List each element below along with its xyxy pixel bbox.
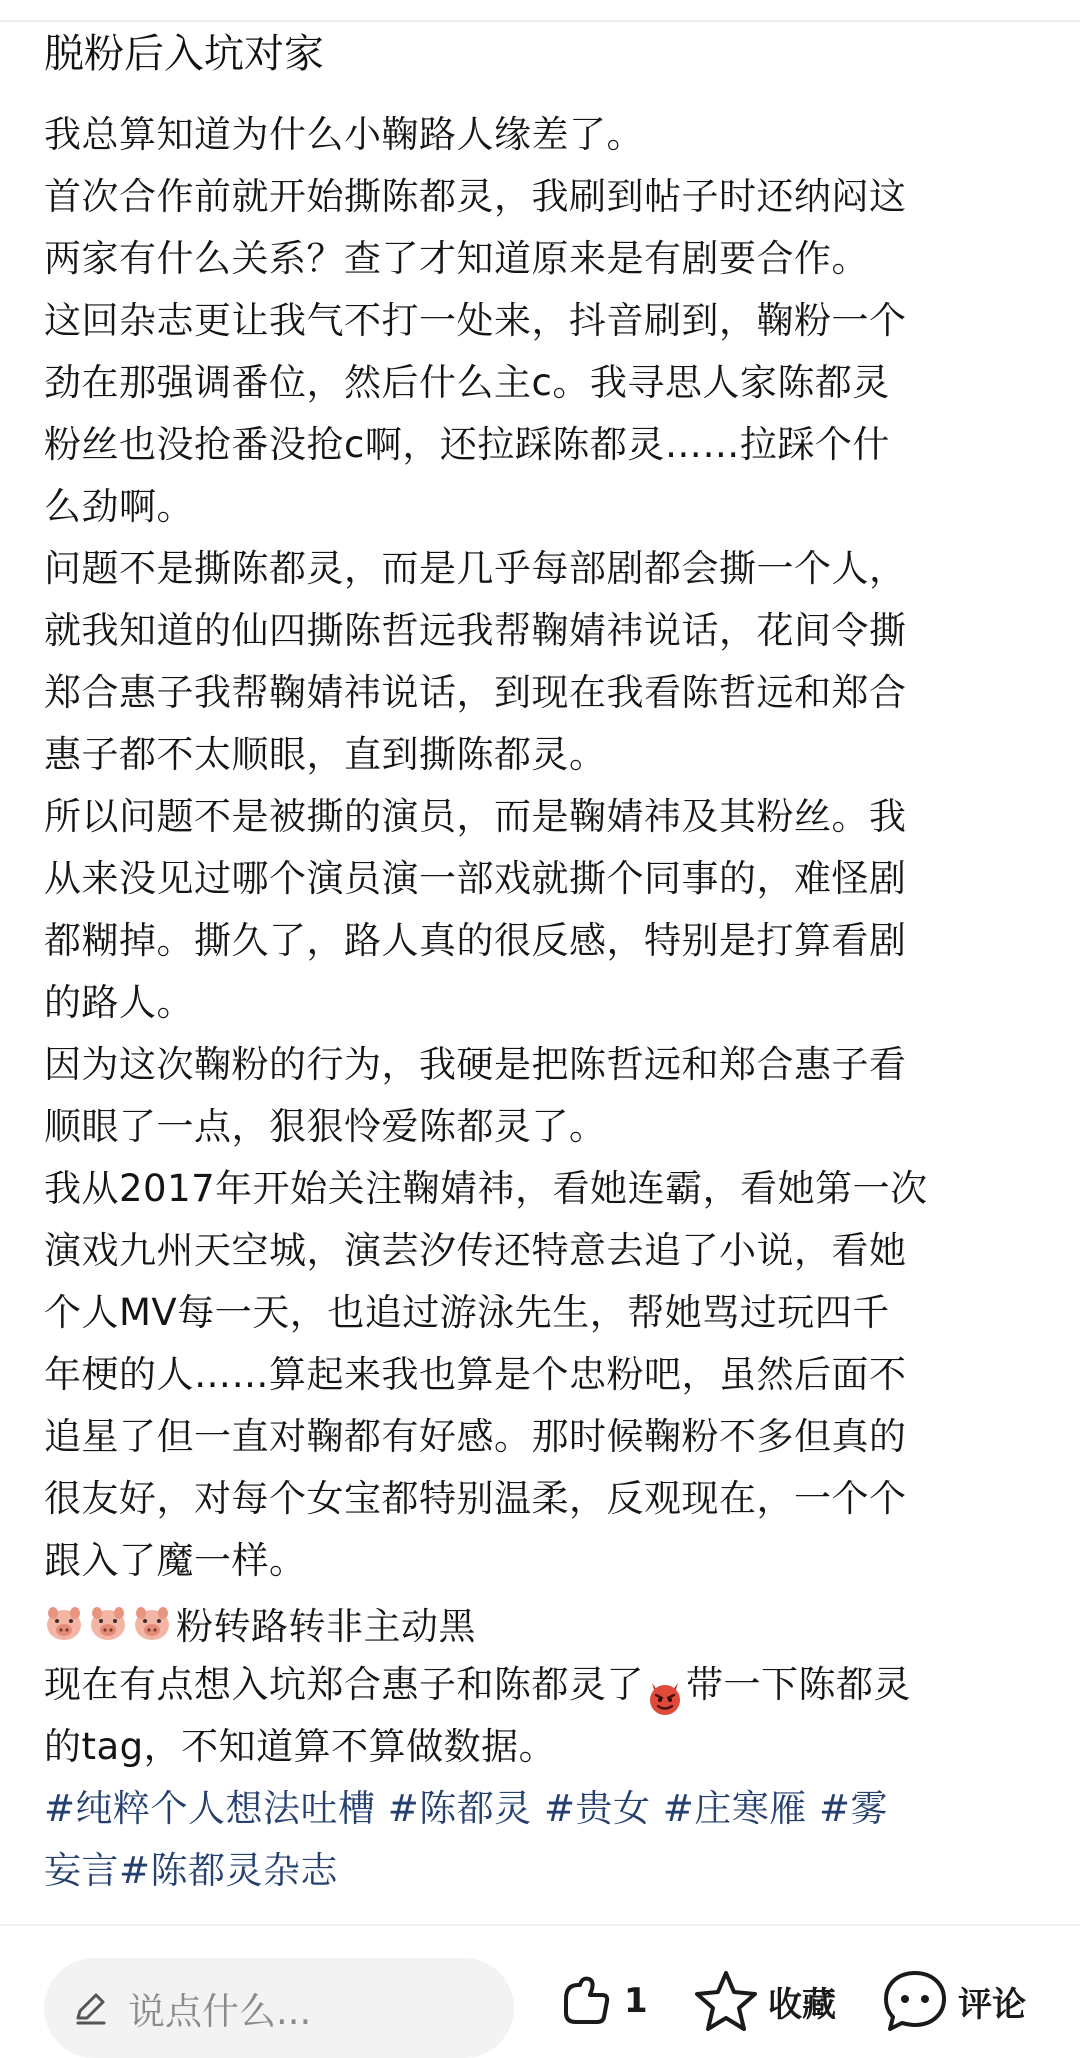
post-paragraph-line: 个人MV每一天，也追过游泳先生，帮她骂过玩四千 <box>44 1291 890 1334</box>
hashtags[interactable] <box>44 1778 1044 1902</box>
like-button[interactable] <box>556 1966 648 2036</box>
comment-bubble-icon <box>880 1967 950 2035</box>
pig-face-icon <box>44 1603 84 1643</box>
last-paragraph-line-1 <box>44 1654 1044 1716</box>
comment-label: 评论 <box>958 1984 1026 2025</box>
top-divider <box>0 20 1080 22</box>
post-paragraph-line: 郑合惠子我帮鞠婧祎说话，到现在我看陈哲远和郑合 <box>44 671 907 714</box>
post-paragraph-line: 都糊掉。撕久了，路人真的很反感，特别是打算看剧 <box>44 919 907 962</box>
post-paragraph <box>44 1158 1044 1592</box>
post-paragraph-line: 两家有什么关系？查了才知道原来是有剧要合作。 <box>44 237 869 280</box>
post-paragraph-line: 因为这次鞠粉的行为，我硬是把陈哲远和郑合惠子看 <box>44 1043 907 1086</box>
emoji-line-text: 粉转路转非主动黑 <box>176 1605 476 1648</box>
post-paragraph <box>44 786 1044 1034</box>
post-paragraph-line: 我从2017年开始关注鞠婧祎，看她连霸，看她第一次 <box>44 1167 928 1210</box>
comment-button[interactable] <box>880 1966 1026 2036</box>
post-body <box>44 104 1044 1902</box>
hashtags-line-2[interactable]: 妄言#陈都灵杂志 <box>44 1849 339 1892</box>
post-paragraph-line: 跟入了魔一样。 <box>44 1539 307 1582</box>
like-count: 1 <box>624 1981 648 2021</box>
post-paragraph-line: 所以问题不是被撕的演员，而是鞠婧祎及其粉丝。我 <box>44 795 907 838</box>
like-icon <box>556 1971 616 2031</box>
post-paragraph <box>44 290 1044 538</box>
post-paragraph-line: 劲在那强调番位，然后什么主c。我寻思人家陈都灵 <box>44 361 890 404</box>
post-paragraphs <box>44 104 1044 1592</box>
devil-face-icon <box>646 1668 684 1706</box>
last-paragraph <box>44 1654 1044 1778</box>
post-paragraph-line: 首次合作前就开始撕陈都灵，我刷到帖子时还纳闷这 <box>44 175 907 218</box>
post-paragraph-line: 很友好，对每个女宝都特别温柔，反观现在，一个个 <box>44 1477 907 1520</box>
post-paragraph-line: 我总算知道为什么小鞠路人缘差了。 <box>44 113 644 156</box>
comment-input-placeholder: 说点什么... <box>128 1990 312 2033</box>
hashtags-line-1[interactable]: #纯粹个人想法吐槽 #陈都灵 #贵女 #庄寒雁 #雾 <box>44 1787 889 1830</box>
post-paragraph <box>44 104 1044 166</box>
last-paragraph-line-2: 的tag，不知道算不算做数据。 <box>44 1725 557 1768</box>
pig-face-icon <box>88 1603 128 1643</box>
post-paragraph-line: 演戏九州天空城，演芸汐传还特意去追了小说，看她 <box>44 1229 907 1272</box>
post-paragraph-line: 么劲啊。 <box>44 485 194 528</box>
bottom-action-bar <box>0 1926 1080 2046</box>
star-icon <box>692 1968 760 2034</box>
post-paragraph <box>44 538 1044 786</box>
last-paragraph-text-before: 现在有点想入坑郑合惠子和陈都灵了 <box>44 1663 644 1706</box>
post-paragraph-line: 顺眼了一点，狠狠怜爱陈都灵了。 <box>44 1105 607 1148</box>
post-paragraph-line: 年梗的人……算起来我也算是个忠粉吧，虽然后面不 <box>44 1353 907 1396</box>
post-paragraph-line: 问题不是撕陈都灵，而是几乎每部剧都会撕一个人， <box>44 547 907 590</box>
post-paragraph-line: 就我知道的仙四撕陈哲远我帮鞠婧祎说话，花间令撕 <box>44 609 907 652</box>
favorite-label: 收藏 <box>768 1984 836 2025</box>
favorite-button[interactable] <box>692 1966 836 2036</box>
pig-face-icon <box>132 1603 172 1643</box>
last-paragraph-text-after: 带一下陈都灵 <box>686 1663 911 1706</box>
post-paragraph-line: 的路人。 <box>44 981 194 1024</box>
post-paragraph-line: 这回杂志更让我气不打一处来，抖音刷到，鞠粉一个 <box>44 299 907 342</box>
post-paragraph <box>44 166 1044 290</box>
post-title: 脱粉后入坑对家 <box>44 31 324 77</box>
post-paragraph-line: 追星了但一直对鞠都有好感。那时候鞠粉不多但真的 <box>44 1415 907 1458</box>
post-paragraph-line: 从来没见过哪个演员演一部戏就撕个同事的，难怪剧 <box>44 857 907 900</box>
emoji-line <box>44 1592 1044 1654</box>
post-paragraph <box>44 1034 1044 1158</box>
post-paragraph-line: 惠子都不太顺眼，直到撕陈都灵。 <box>44 733 607 776</box>
post-paragraph-line: 粉丝也没抢番没抢c啊，还拉踩陈都灵……拉踩个什 <box>44 423 890 466</box>
comment-input[interactable] <box>44 1958 514 2058</box>
pencil-icon <box>70 1988 110 2028</box>
